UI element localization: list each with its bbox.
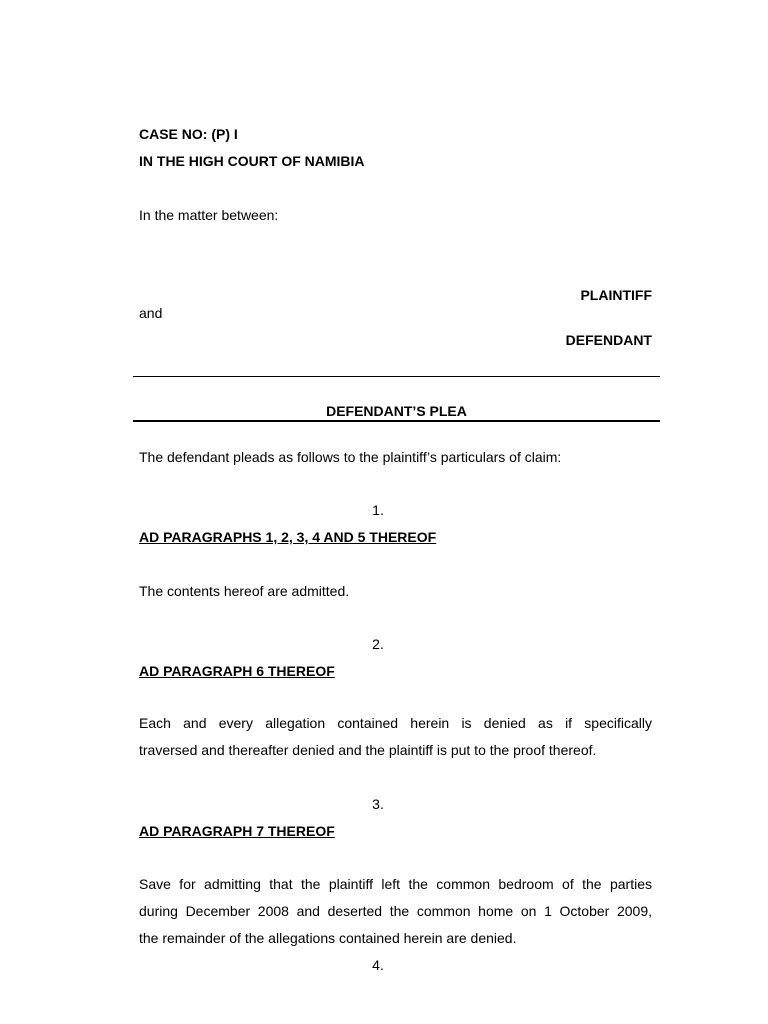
section-body — [139, 710, 652, 764]
section-heading: AD PARAGRAPH 6 THEREOF — [139, 663, 335, 679]
section-body — [139, 871, 652, 952]
section-body-line: during December 2008 and deserted the common home on 1 October 2009, — [139, 903, 652, 919]
section-heading: AD PARAGRAPHS 1, 2, 3, 4 AND 5 THEREOF — [139, 529, 437, 545]
defendant-label: DEFENDANT — [565, 332, 652, 348]
section-number: 4. — [372, 957, 384, 973]
section-number: 3. — [372, 796, 384, 812]
section-number: 2. — [372, 636, 384, 652]
section-body-line: The contents hereof are admitted. — [139, 583, 350, 599]
court-name: IN THE HIGH COURT OF NAMIBIA — [139, 153, 365, 169]
plaintiff-label: PLAINTIFF — [580, 287, 652, 303]
and-label: and — [139, 305, 163, 321]
document-title: DEFENDANT’S PLEA — [326, 403, 467, 419]
section-heading: AD PARAGRAPH 7 THEREOF — [139, 823, 335, 839]
section-body-line: Save for admitting that the plaintiff left the common bedroom of the parties — [139, 876, 652, 892]
section-number: 1. — [372, 502, 384, 518]
section-body-line: Each and every allegation contained herein is denied as if specifically — [139, 715, 652, 731]
case-number: CASE NO: (P) I — [139, 126, 238, 142]
section-body-line: traversed and thereafter denied and the plaintiff is put to the proof thereof. — [139, 742, 597, 758]
intro-text: The defendant pleads as follows to the plaintiff’s particulars of claim: — [139, 449, 562, 465]
matter-between-label: In the matter between: — [139, 207, 279, 223]
title-rule — [133, 420, 660, 422]
section-body-line: the remainder of the allegations contained herein are denied. — [139, 930, 517, 946]
top-rule — [133, 376, 660, 377]
